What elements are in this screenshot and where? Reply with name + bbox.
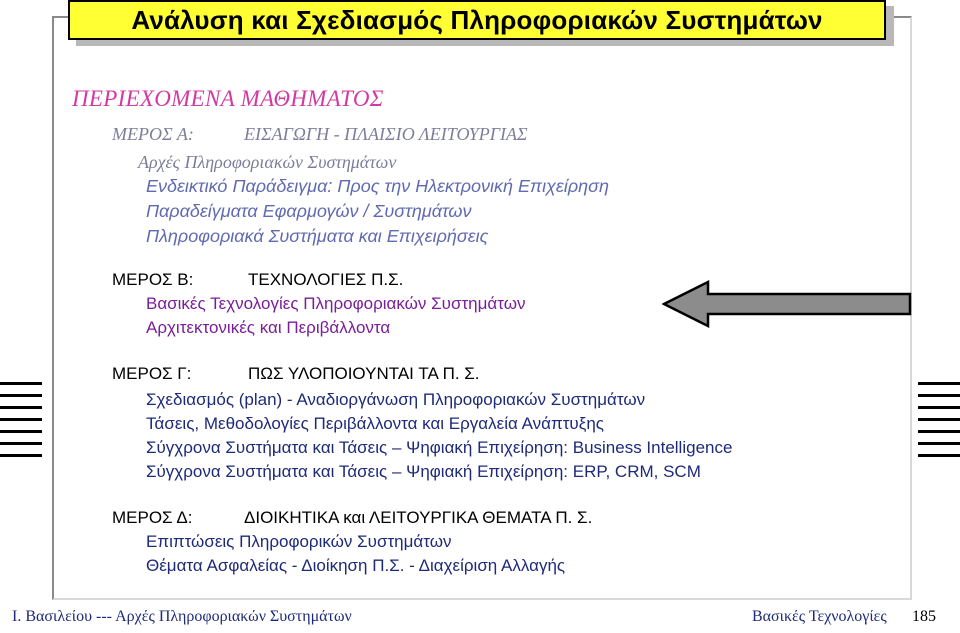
part-d-label: ΜΕΡΟΣ Δ: bbox=[112, 508, 193, 527]
slide-title: Ανάλυση και Σχεδιασμός Πληροφοριακών Συστημάτων bbox=[131, 4, 823, 35]
part-c-item: Τάσεις, Μεθοδολογίες Περιβάλλοντα και Εργαλεία Ανάπτυξης bbox=[146, 414, 604, 433]
part-b-item: Αρχιτεκτονικές και Περιβάλλοντα bbox=[146, 318, 391, 337]
part-d-item: Θέματα Ασφαλείας - Διοίκηση Π.Σ. - Διαχείριση Αλλαγής bbox=[146, 556, 566, 575]
part-c-label: ΜΕΡΟΣ Γ: bbox=[112, 364, 192, 383]
part-a-label: ΜΕΡΟΣ Α: bbox=[112, 124, 194, 144]
part-c-item: Σύγχρονα Συστήματα και Τάσεις – Ψηφιακή Επιχείρηση: Business Intelligence bbox=[146, 438, 733, 457]
part-d-title: ΔΙΟΙΚΗΤΙΚΑ και ΛΕΙΤΟΥΡΓΙΚΑ ΘΕΜΑΤΑ Π. Σ. bbox=[244, 508, 593, 527]
part-c-item: Σύγχρονα Συστήματα και Τάσεις – Ψηφιακή Επιχείρηση: ERP, CRM, SCM bbox=[146, 462, 701, 481]
part-a-title: ΕΙΣΑΓΩΓΗ - ΠΛΑΙΣΙΟ ΛΕΙΤΟΥΡΓΙΑΣ bbox=[244, 124, 528, 144]
title-box bbox=[68, 0, 886, 40]
part-a-item: Ενδεικτικό Παράδειγμα: Προς την Ηλεκτρονική Επιχείρηση bbox=[146, 176, 609, 196]
contents-heading: ΠΕΡΙΕΧΟΜΕΝΑ ΜΑΘΗΜΑΤΟΣ bbox=[72, 86, 384, 111]
right-stripes-decoration bbox=[918, 380, 960, 464]
part-b-title: ΤΕΧΝΟΛΟΓΙΕΣ Π.Σ. bbox=[248, 270, 404, 289]
footer-author: Ι. Βασιλείου --- Αρχές Πληροφοριακών Συστημάτων bbox=[12, 608, 352, 625]
footer-section: Βασικές Τεχνολογίες bbox=[752, 608, 887, 625]
page-number: 185 bbox=[912, 608, 936, 625]
part-d-item: Επιπτώσεις Πληροφορικών Συστημάτων bbox=[146, 532, 452, 551]
left-arrow-icon bbox=[662, 280, 914, 328]
part-b-item: Βασικές Τεχνολογίες Πληροφοριακών Συστημάτων bbox=[146, 294, 526, 313]
part-c-item: Σχεδιασμός (plan) - Αναδιοργάνωση Πληροφοριακών Συστημάτων bbox=[146, 390, 646, 409]
part-b-label: ΜΕΡΟΣ Β: bbox=[112, 270, 194, 289]
part-a-item: Παραδείγματα Εφαρμογών / Συστημάτων bbox=[146, 201, 472, 221]
part-a-item: Πληροφοριακά Συστήματα και Επιχειρήσεις bbox=[146, 226, 489, 246]
part-a-item: Αρχές Πληροφοριακών Συστημάτων bbox=[138, 152, 397, 172]
left-stripes-decoration bbox=[0, 380, 42, 464]
part-c-title: ΠΩΣ ΥΛΟΠΟΙΟΥΝΤΑΙ ΤΑ Π. Σ. bbox=[248, 364, 480, 383]
